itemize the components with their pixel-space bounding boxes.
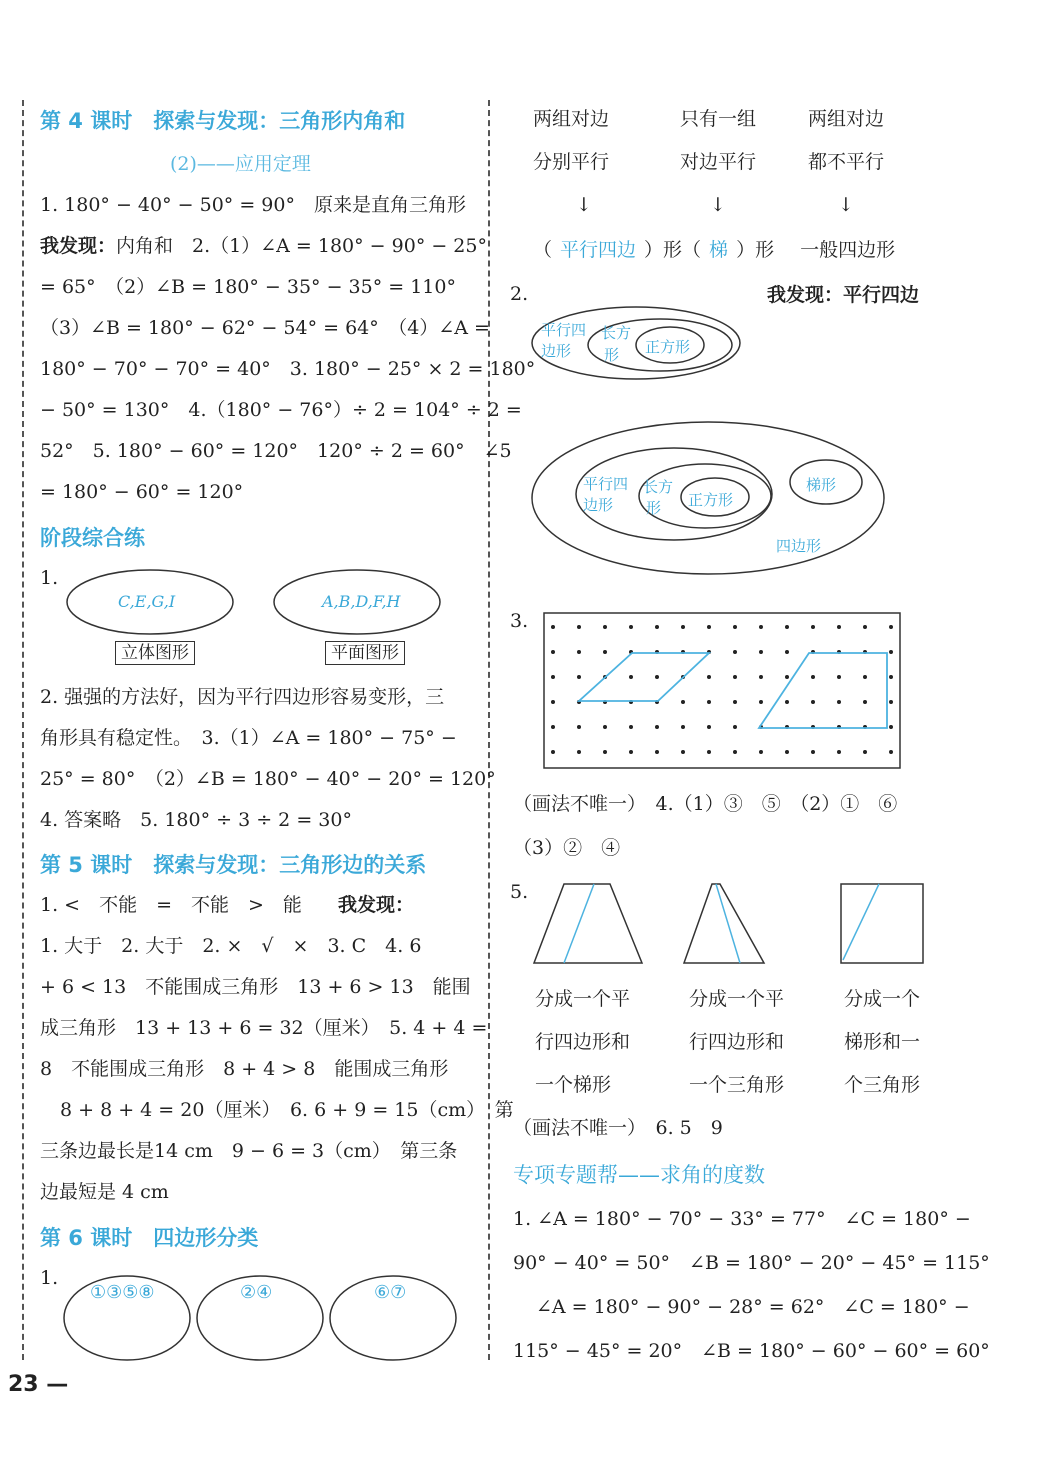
caption-1a: 分成一个平 <box>535 988 631 1010</box>
venn1-square: 正方形 <box>645 338 691 356</box>
cut-line-3 <box>843 884 879 960</box>
l5-line-0 <box>40 893 414 917</box>
dot-grid <box>543 612 903 772</box>
grid-dot <box>681 625 685 629</box>
grid-dot <box>889 675 893 679</box>
stage-line-3: 25° = 80° （2）∠B = 180° − 40° − 20° = 120° <box>40 768 496 790</box>
grid-dot <box>733 675 737 679</box>
oval1-text: C,E,G,I <box>118 592 176 611</box>
answer-general-quad: 一般四边形 <box>800 239 896 261</box>
grid-dot <box>785 675 789 679</box>
left-margin-dashes <box>22 100 24 1360</box>
paren-mid: ）形（ <box>644 239 702 261</box>
col-head-2b: 对边平行 <box>680 151 757 173</box>
grid-dot <box>629 625 633 629</box>
q3-note-2: （3）② ④ <box>513 837 621 859</box>
caption-3a: 分成一个 <box>844 988 921 1010</box>
l5-line-5: 8 + 8 + 4 = 20（厘米） 6. 6 + 9 = 15（cm） 第 <box>60 1099 514 1121</box>
l4-line-7: 52° 5. 180° − 60° = 120° 120° ÷ 2 = 60° ∠5 <box>40 440 512 462</box>
venn2-square: 正方形 <box>688 491 734 509</box>
cut-line-2 <box>716 884 740 963</box>
grid-dot <box>785 750 789 754</box>
grid-dot <box>889 650 893 654</box>
answer-line <box>533 238 895 262</box>
oval2-text: A,B,D,F,H <box>322 592 401 611</box>
grid-dot <box>655 675 659 679</box>
venn1-parallelogram-b: 边形 <box>541 342 572 360</box>
grid-dot <box>863 700 867 704</box>
lesson6-title: 第 6 课时 四边形分类 <box>40 1226 259 1250</box>
paren-open: （ <box>533 239 553 261</box>
lesson5-title: 第 5 课时 探索与发现：三角形边的关系 <box>40 853 427 877</box>
box-plane-figures: 平面图形 <box>325 641 405 665</box>
l5-line-1: 1. 大于 2. 大于 2. × √ × 3. C 4. 6 <box>40 935 422 957</box>
shape-square <box>841 884 923 963</box>
l5-line-7: 边最短是 4 cm <box>40 1181 169 1203</box>
grid-dot <box>577 650 581 654</box>
venn1-rectangle-a: 长方 <box>601 324 632 342</box>
col-head-3b: 都不平行 <box>808 151 885 173</box>
arrow-1: ↓ <box>576 194 592 216</box>
grid-dot <box>577 625 581 629</box>
grid-dot <box>811 750 815 754</box>
grid-dot <box>551 625 555 629</box>
arrow-2: ↓ <box>710 194 726 216</box>
dot-grid-frame <box>544 613 900 768</box>
grid-dot <box>889 725 893 729</box>
l4-line-4: （3）∠B = 180° − 62° − 54° = 64° （4）∠A = <box>40 317 490 339</box>
special-line-2: 90° − 40° = 50° ∠B = 180° − 20° − 45° = 115° <box>513 1252 990 1274</box>
l4-line-8: = 180° − 60° = 120° <box>40 481 244 503</box>
drawn-trapezoid <box>759 653 887 728</box>
grid-dot <box>889 700 893 704</box>
grid-dot <box>551 650 555 654</box>
grid-dot <box>681 750 685 754</box>
grid-dot <box>811 675 815 679</box>
grid-dot <box>759 650 763 654</box>
grid-dot <box>577 675 581 679</box>
cut-line-1 <box>564 884 594 963</box>
grid-dot <box>551 725 555 729</box>
grid-dot <box>707 700 711 704</box>
grid-dot <box>629 750 633 754</box>
special-line-3: ∠A = 180° − 90° − 28° = 62° ∠C = 180° − <box>536 1296 970 1318</box>
grid-dot <box>551 750 555 754</box>
lesson4-title: 第 4 课时 探索与发现：三角形内角和 <box>40 109 406 133</box>
grid-dot <box>707 625 711 629</box>
page-number: 23 — <box>8 1372 69 1397</box>
stage-line-2: 角形具有稳定性。 3.（1）∠A = 180° − 75° − <box>40 727 457 749</box>
grid-dot <box>759 675 763 679</box>
grid-dot <box>837 675 841 679</box>
venn2-rectangle-a: 长方 <box>643 478 674 496</box>
col-head-1b: 分别平行 <box>533 151 610 173</box>
q1b-number: 1. <box>40 1267 59 1289</box>
l5-line-6: 三条边最长是14 cm 9 − 6 = 3（cm） 第三条 <box>40 1140 458 1162</box>
grid-dot <box>863 750 867 754</box>
venn2-parallelogram-a: 平行四 <box>583 475 629 493</box>
answer-parallelogram: 平行四边 <box>560 239 637 261</box>
caption-2c: 一个三角形 <box>689 1074 785 1096</box>
arrow-3: ↓ <box>838 194 854 216</box>
grid-dot <box>785 625 789 629</box>
column-divider <box>488 100 490 1360</box>
grid-dot <box>837 625 841 629</box>
grid-dot <box>603 650 607 654</box>
shape-trapezoid-2 <box>684 884 764 963</box>
caption-1b: 行四边形和 <box>535 1031 631 1053</box>
grid-dot <box>603 725 607 729</box>
drawn-parallelogram <box>579 653 709 701</box>
oval-c-text: ⑥⑦ <box>374 1282 407 1303</box>
q5-number: 5. <box>510 881 529 903</box>
l4-line-1: 1. 180° − 40° − 50° = 90° 原来是直角三角形 <box>40 194 466 216</box>
col-head-2a: 只有一组 <box>680 108 757 130</box>
grid-dot <box>707 725 711 729</box>
grid-dot <box>655 750 659 754</box>
l5-first-text: 1. < 不能 = 不能 > 能 <box>40 894 302 916</box>
grid-dot <box>889 625 893 629</box>
caption-2a: 分成一个平 <box>689 988 785 1010</box>
grid-dot <box>655 725 659 729</box>
venn1-rectangle-b: 形 <box>604 346 620 364</box>
grid-dot <box>681 725 685 729</box>
q3-note: （画法不唯一） 4.（1）③ ⑤ （2）① ⑥ <box>513 793 898 815</box>
found-prefix: 我发现： <box>40 235 117 257</box>
grid-dot <box>551 675 555 679</box>
grid-dot <box>759 625 763 629</box>
grid-dot <box>603 625 607 629</box>
grid-dot <box>785 650 789 654</box>
venn2-quadrilateral: 四边形 <box>776 537 822 555</box>
caption-2b: 行四边形和 <box>689 1031 785 1053</box>
grid-dot <box>733 700 737 704</box>
shape-trapezoid-1 <box>534 884 642 963</box>
lesson4-subtitle: (2)——应用定理 <box>170 153 311 175</box>
l4-line-3: = 65° （2）∠B = 180° − 35° − 35° = 110° <box>40 276 456 298</box>
paren-close: ）形 <box>736 239 775 261</box>
grid-dot <box>577 725 581 729</box>
stage-line-1: 2. 强强的方法好，因为平行四边形容易变形，三 <box>40 686 445 708</box>
grid-dot <box>811 700 815 704</box>
grid-dot <box>629 675 633 679</box>
box-solid-figures: 立体图形 <box>115 641 195 665</box>
col-head-1a: 两组对边 <box>533 108 610 130</box>
grid-dot <box>759 750 763 754</box>
l4-line-2 <box>40 234 487 258</box>
grid-dot <box>707 675 711 679</box>
grid-dot <box>681 700 685 704</box>
grid-dot <box>889 750 893 754</box>
l4-line-6: − 50° = 130° 4.（180° − 76°）÷ 2 = 104° ÷ 2 = <box>40 399 522 421</box>
stage-line-4: 4. 答案略 5. 180° ÷ 3 ÷ 2 = 30° <box>40 809 352 831</box>
q1-number: 1. <box>40 567 59 589</box>
oval-b-text: ②④ <box>240 1282 273 1303</box>
l4-line-5: 180° − 70° − 70° = 40° 3. 180° − 25° × 2 = 180° <box>40 358 536 380</box>
oval-a-text: ①③⑤⑧ <box>90 1282 155 1303</box>
grid-dot <box>733 750 737 754</box>
venn2-parallelogram-b: 边形 <box>583 496 614 514</box>
stage-title: 阶段综合练 <box>40 526 145 550</box>
grid-dot <box>577 750 581 754</box>
venn2-rectangle-b: 形 <box>646 499 662 517</box>
special-title: 专项专题帮——求角的度数 <box>513 1163 765 1187</box>
page-number-text: 23 <box>8 1372 39 1397</box>
grid-dot <box>603 750 607 754</box>
caption-1c: 一个梯形 <box>535 1074 612 1096</box>
grid-dot <box>837 700 841 704</box>
special-line-1: 1. ∠A = 180° − 70° − 33° = 77° ∠C = 180° − <box>513 1208 971 1230</box>
l5-line-2: + 6 < 13 不能围成三角形 13 + 6 > 13 能围 <box>40 976 471 998</box>
grid-dot <box>733 625 737 629</box>
grid-dot <box>629 725 633 729</box>
l5-line-3: 成三角形 13 + 13 + 6 = 32（厘米） 5. 4 + 4 = <box>40 1017 488 1039</box>
venn2-trapezoid: 梯形 <box>806 476 837 494</box>
grid-dot <box>733 650 737 654</box>
grid-dot <box>733 725 737 729</box>
grid-dot <box>837 750 841 754</box>
grid-dot <box>707 750 711 754</box>
venn1-parallelogram-a: 平行四 <box>541 321 587 339</box>
caption-3b: 梯形和一 <box>844 1031 921 1053</box>
col-head-3a: 两组对边 <box>808 108 885 130</box>
l5-line-4: 8 不能围成三角形 8 + 4 > 8 能围成三角形 <box>40 1058 449 1080</box>
q2-number: 2. <box>510 283 529 305</box>
q3-number: 3. <box>510 610 529 632</box>
l5-found-prefix: 我发现： <box>337 894 414 916</box>
grid-dot <box>759 700 763 704</box>
special-line-4: 115° − 45° = 20° ∠B = 180° − 60° − 60° = 60° <box>513 1340 990 1362</box>
l4-line-2-text: 内角和 2.（1）∠A = 180° − 90° − 25° <box>116 235 487 257</box>
grid-dot <box>863 675 867 679</box>
q5-shapes <box>530 880 950 970</box>
grid-dot <box>863 625 867 629</box>
q2-found: 我发现：平行四边 <box>767 284 920 306</box>
caption-3c: 个三角形 <box>844 1074 921 1096</box>
answer-trapezoid: 梯 <box>709 239 729 261</box>
grid-dot <box>785 700 789 704</box>
grid-dot <box>811 625 815 629</box>
q5-note: （画法不唯一） 6. 5 9 <box>513 1117 723 1139</box>
grid-dot <box>551 700 555 704</box>
grid-dot <box>655 625 659 629</box>
